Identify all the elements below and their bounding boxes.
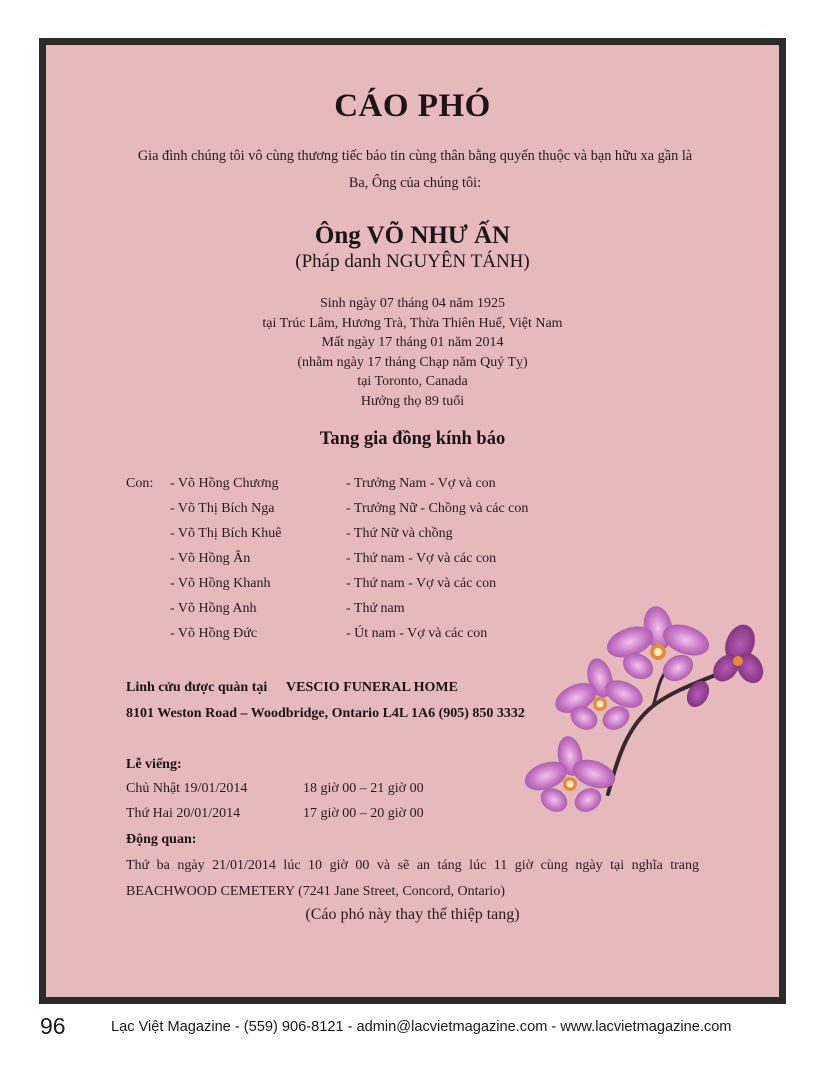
replacement-note: (Cáo phó này thay thế thiệp tang) (305, 906, 520, 923)
child-name: - Võ Hồng Chương (170, 476, 279, 491)
funeral-home-name: VESCIO FUNERAL HOME (286, 680, 458, 695)
bio-line: Mất ngày 17 tháng 01 năm 2014 (321, 335, 504, 350)
child-role: - Thứ Nữ và chồng (346, 526, 453, 541)
intro-paragraph (120, 143, 710, 197)
visitation-heading: Lễ viếng: (126, 757, 182, 772)
child-role: - Thứ nam - Vợ và các con (346, 576, 497, 591)
deceased-name: Ông VÕ NHƯ ẤN (314, 222, 511, 249)
visitation-day: Chủ Nhật 19/01/2014 (126, 781, 248, 796)
child-name: - Võ Hồng Anh (170, 601, 257, 616)
burial-details (126, 853, 699, 905)
visitation-time: 18 giờ 00 – 21 giờ 00 (303, 781, 424, 796)
family-announcement: Tang gia đồng kính báo (319, 429, 506, 449)
child-name: - Võ Hồng Đức (170, 626, 258, 641)
child-role: - Trưởng Nam - Vợ và con (346, 476, 496, 491)
burial-line-1: Thứ ba ngày 21/01/2014 lúc 10 giờ 00 và sẽ an táng lúc 11 giờ cùng ngày tại nghĩa trang (126, 858, 699, 873)
bio-line: Hưởng thọ 89 tuổi (360, 393, 465, 409)
biography-block (0, 294, 825, 411)
bio-line: Sinh ngày 07 tháng 04 năm 1925 (319, 296, 506, 311)
bio-line: tại Toronto, Canada (357, 374, 468, 389)
bio-line: (nhằm ngày 17 tháng Chạp năm Quý Tỵ) (297, 354, 528, 370)
child-role: - Thứ nam (346, 601, 405, 616)
funeral-home-address: 8101 Weston Road – Woodbridge, Ontario L4L 1A6 (905) 850 3332 (126, 706, 525, 721)
dharma-name: (Pháp danh NGUYÊN TÁNH) (295, 251, 530, 272)
child-name: - Võ Hồng Ân (170, 551, 251, 566)
child-name: - Võ Hồng Khanh (170, 576, 271, 591)
child-name: - Võ Thị Bích Nga (170, 501, 275, 516)
page-number: 96 (40, 1013, 66, 1039)
burial-heading: Động quan: (126, 832, 197, 847)
footer-contact: Lạc Việt Magazine - (559) 906-8121 - admin@lacvietmagazine.com - www.lacvietmagazine.com (111, 1019, 732, 1035)
intro-line-1: Gia đình chúng tôi vô cùng thương tiếc báo tin cùng thân bằng quyến thuộc và bạn hữu xa gần là (137, 148, 693, 164)
funeral-home-line (126, 680, 458, 696)
orchid-flower-icon (518, 606, 768, 820)
bio-line: tại Trúc Lâm, Hương Trà, Thừa Thiên Huế, Việt Nam (262, 315, 563, 331)
child-role: - Trưởng Nữ - Chồng và các con (346, 501, 529, 516)
visitation-day: Thứ Hai 20/01/2014 (126, 806, 241, 821)
page-footer (0, 1013, 825, 1043)
child-name: - Võ Thị Bích Khuê (170, 526, 282, 541)
visitation-time: 17 giờ 00 – 20 giờ 00 (303, 806, 424, 821)
obituary-title: CÁO PHÓ (334, 88, 491, 124)
intro-line-2: Ba, Ông của chúng tôi: (348, 175, 482, 191)
children-label: Con: (126, 476, 154, 491)
funeral-home-label: Linh cửu được quàn tại (126, 680, 268, 695)
burial-line-2: BEACHWOOD CEMETERY (7241 Jane Street, Concord, Ontario) (126, 884, 505, 899)
child-role: - Út nam - Vợ và các con (346, 626, 488, 641)
child-role: - Thứ nam - Vợ và các con (346, 551, 497, 566)
